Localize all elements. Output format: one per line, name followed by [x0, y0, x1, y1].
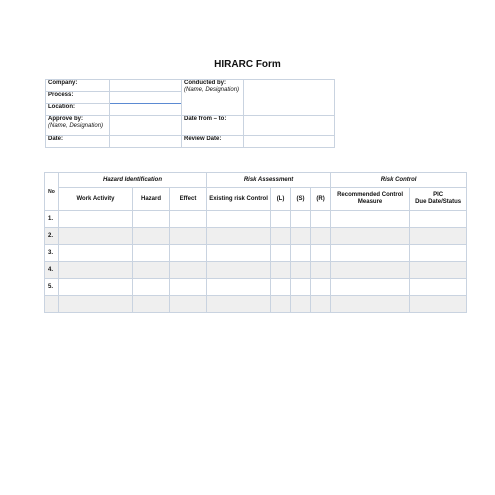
table-cell[interactable] — [271, 279, 291, 296]
table-cell[interactable] — [207, 296, 271, 313]
no-header: No — [45, 173, 59, 211]
table-row — [45, 262, 467, 279]
table-cell[interactable] — [410, 279, 467, 296]
table-cell[interactable] — [331, 211, 410, 228]
table-cell[interactable] — [207, 211, 271, 228]
table-cell[interactable] — [311, 262, 331, 279]
date-field[interactable] — [110, 136, 182, 148]
table-cell[interactable] — [410, 245, 467, 262]
row-number: 3. — [45, 245, 59, 262]
work-activity-header: Work Activity — [59, 188, 133, 211]
process-field[interactable] — [110, 92, 182, 104]
table-cell[interactable] — [59, 296, 133, 313]
row-number: 1. — [45, 211, 59, 228]
row-number: 4. — [45, 262, 59, 279]
hirarc-table — [44, 172, 467, 313]
table-cell[interactable] — [311, 228, 331, 245]
date-from-to-label: Date from – to: — [182, 116, 244, 136]
table-row — [45, 211, 467, 228]
date-label: Date: — [46, 136, 110, 148]
table-cell[interactable] — [59, 245, 133, 262]
conducted-by-sub: (Name, Designation) — [184, 86, 240, 93]
approve-by-sub: (Name, Designation) — [48, 122, 104, 129]
table-cell[interactable] — [410, 262, 467, 279]
table-cell[interactable] — [271, 296, 291, 313]
table-cell[interactable] — [207, 228, 271, 245]
table-cell[interactable] — [170, 296, 207, 313]
table-cell[interactable] — [291, 228, 311, 245]
table-cell[interactable] — [170, 262, 207, 279]
form-title: HIRARC Form — [214, 59, 281, 70]
table-cell[interactable] — [271, 211, 291, 228]
location-label: Location: — [46, 104, 110, 116]
table-cell[interactable] — [59, 262, 133, 279]
table-cell[interactable] — [311, 279, 331, 296]
table-cell[interactable] — [410, 211, 467, 228]
hazard-header: Hazard — [133, 188, 170, 211]
hazard-identification-header: Hazard Identification — [59, 173, 207, 188]
pic-header — [410, 188, 467, 211]
table-row — [45, 245, 467, 262]
table-cell[interactable] — [271, 262, 291, 279]
table-cell[interactable] — [331, 228, 410, 245]
table-cell[interactable] — [311, 211, 331, 228]
company-label: Company: — [46, 80, 110, 92]
table-cell[interactable] — [207, 262, 271, 279]
table-cell[interactable] — [410, 228, 467, 245]
table-cell[interactable] — [59, 211, 133, 228]
existing-risk-control-header: Existing risk Control — [207, 188, 271, 211]
process-label: Process: — [46, 92, 110, 104]
table-cell[interactable] — [291, 245, 311, 262]
likelihood-header: (L) — [271, 188, 291, 211]
conducted-by-label — [182, 80, 244, 116]
recommended-control-measure-header: Recommended Control Measure — [331, 188, 410, 211]
conducted-by-field[interactable] — [244, 80, 335, 116]
risk-header: (R) — [311, 188, 331, 211]
table-cell[interactable] — [207, 245, 271, 262]
approve-by-field[interactable] — [110, 116, 182, 136]
table-cell[interactable] — [331, 296, 410, 313]
table-cell[interactable] — [207, 279, 271, 296]
table-cell[interactable] — [331, 262, 410, 279]
table-row — [45, 279, 467, 296]
table-cell[interactable] — [271, 245, 291, 262]
row-number: 5. — [45, 279, 59, 296]
location-field[interactable] — [110, 104, 182, 116]
date-from-to-field[interactable] — [244, 116, 335, 136]
pic-label: PIC — [433, 192, 444, 198]
table-cell[interactable] — [291, 262, 311, 279]
table-cell[interactable] — [170, 279, 207, 296]
form-info-table — [45, 79, 335, 148]
effect-header: Effect — [170, 188, 207, 211]
table-cell[interactable] — [331, 245, 410, 262]
table-cell[interactable] — [271, 228, 291, 245]
table-cell[interactable] — [291, 279, 311, 296]
review-date-field[interactable] — [244, 136, 335, 148]
row-number — [45, 296, 59, 313]
table-cell[interactable] — [59, 279, 133, 296]
table-cell[interactable] — [133, 245, 170, 262]
table-row — [45, 296, 467, 313]
approve-by-label — [46, 116, 110, 136]
table-cell[interactable] — [133, 228, 170, 245]
approve-by-text: Approve by: — [48, 116, 84, 122]
severity-header: (S) — [291, 188, 311, 211]
table-cell[interactable] — [170, 228, 207, 245]
table-cell[interactable] — [170, 211, 207, 228]
table-cell[interactable] — [311, 245, 331, 262]
table-cell[interactable] — [170, 245, 207, 262]
table-cell[interactable] — [291, 211, 311, 228]
review-date-label: Review Date: — [182, 136, 244, 148]
table-row — [45, 228, 467, 245]
table-cell[interactable] — [410, 296, 467, 313]
conducted-by-text: Conducted by: — [184, 80, 226, 86]
table-cell[interactable] — [133, 296, 170, 313]
row-number: 2. — [45, 228, 59, 245]
table-cell[interactable] — [311, 296, 331, 313]
table-cell[interactable] — [133, 279, 170, 296]
table-cell[interactable] — [133, 211, 170, 228]
due-date-status-label: Due Date/Status — [415, 199, 462, 205]
risk-assessment-header: Risk Assessment — [207, 173, 331, 188]
table-cell[interactable] — [331, 279, 410, 296]
risk-control-header: Risk Control — [331, 173, 467, 188]
table-cell[interactable] — [133, 262, 170, 279]
table-cell[interactable] — [59, 228, 133, 245]
table-cell[interactable] — [291, 296, 311, 313]
company-field[interactable] — [110, 80, 182, 92]
